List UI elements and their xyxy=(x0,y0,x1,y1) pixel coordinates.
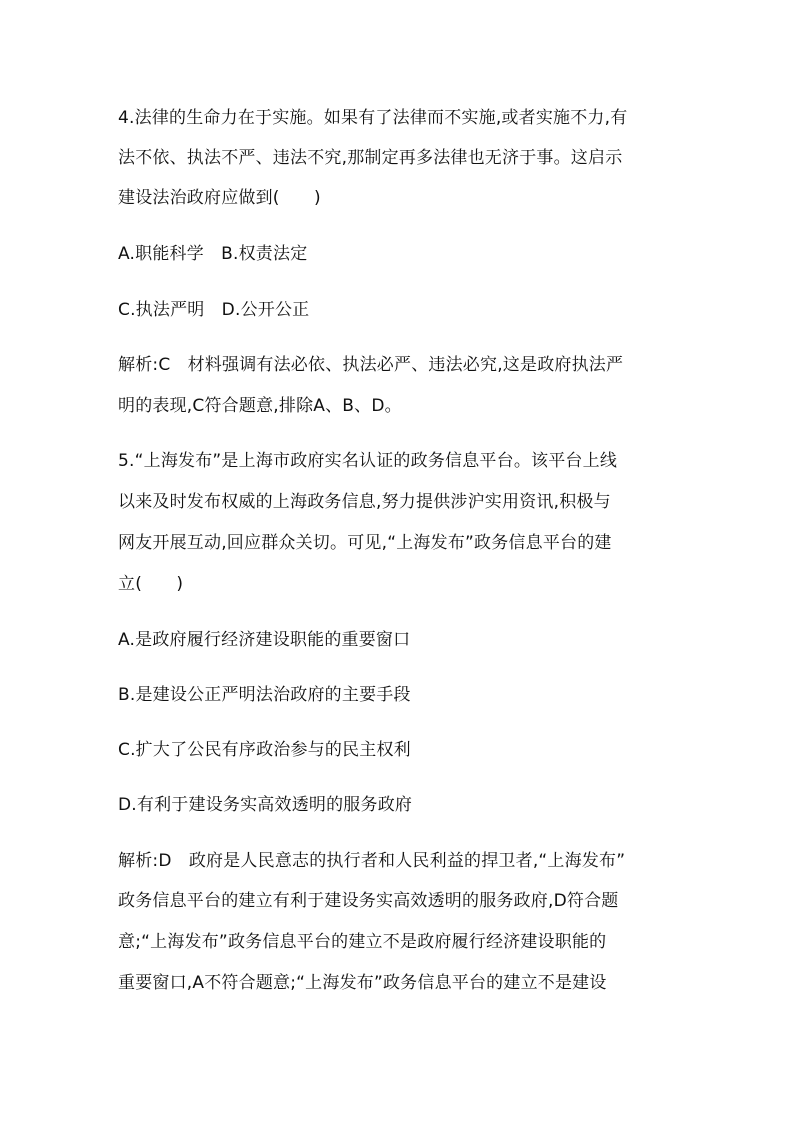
q5-analysis-line-3: 意;“上海发布”政务信息平台的建立不是政府履行经济建设职能的 xyxy=(118,932,607,952)
q5-analysis-line-2: 政务信息平台的建立有利于建设务实高效透明的服务政府,D符合题 xyxy=(118,891,619,911)
q5-option-d: D.有利于建设务实高效透明的服务政府 xyxy=(118,795,413,815)
q4-analysis-line-2: 明的表现,C符合题意,排除A、B、D。 xyxy=(118,396,402,416)
q5-analysis-line-4: 重要窗口,A不符合题意;“上海发布”政务信息平台的建立不是建设 xyxy=(118,973,607,993)
q4-options-line-2: C.执法严明 D.公开公正 xyxy=(118,300,310,320)
q4-stem-line-3: 建设法治政府应做到( ) xyxy=(118,188,321,208)
q5-stem-line-1: 5.“上海发布”是上海市政府实名认证的政务信息平台。该平台上线 xyxy=(118,451,618,471)
q4-stem-line-1: 4.法律的生命力在于实施。如果有了法律而不实施,或者实施不力,有 xyxy=(118,108,628,128)
q4-options-line-1: A.职能科学 B.权责法定 xyxy=(118,244,308,264)
q5-stem-line-2: 以来及时发布权威的上海政务信息,努力提供涉沪实用资讯,积极与 xyxy=(118,492,611,512)
q5-option-c: C.扩大了公民有序政治参与的民主权利 xyxy=(118,740,411,760)
q5-stem-line-3: 网友开展互动,回应群众关切。可见,“上海发布”政务信息平台的建 xyxy=(118,533,612,553)
q5-stem-line-4: 立( ) xyxy=(118,574,184,594)
q5-analysis-line-1: 解析:D 政府是人民意志的执行者和人民利益的捍卫者,“上海发布” xyxy=(118,851,626,871)
q5-option-b: B.是建设公正严明法治政府的主要手段 xyxy=(118,685,411,705)
q5-option-a: A.是政府履行经济建设职能的重要窗口 xyxy=(118,630,411,650)
q4-analysis-line-1: 解析:C 材料强调有法必依、执法必严、违法必究,这是政府执法严 xyxy=(118,355,624,375)
q4-stem-line-2: 法不依、执法不严、违法不究,那制定再多法律也无济于事。这启示 xyxy=(118,148,623,168)
